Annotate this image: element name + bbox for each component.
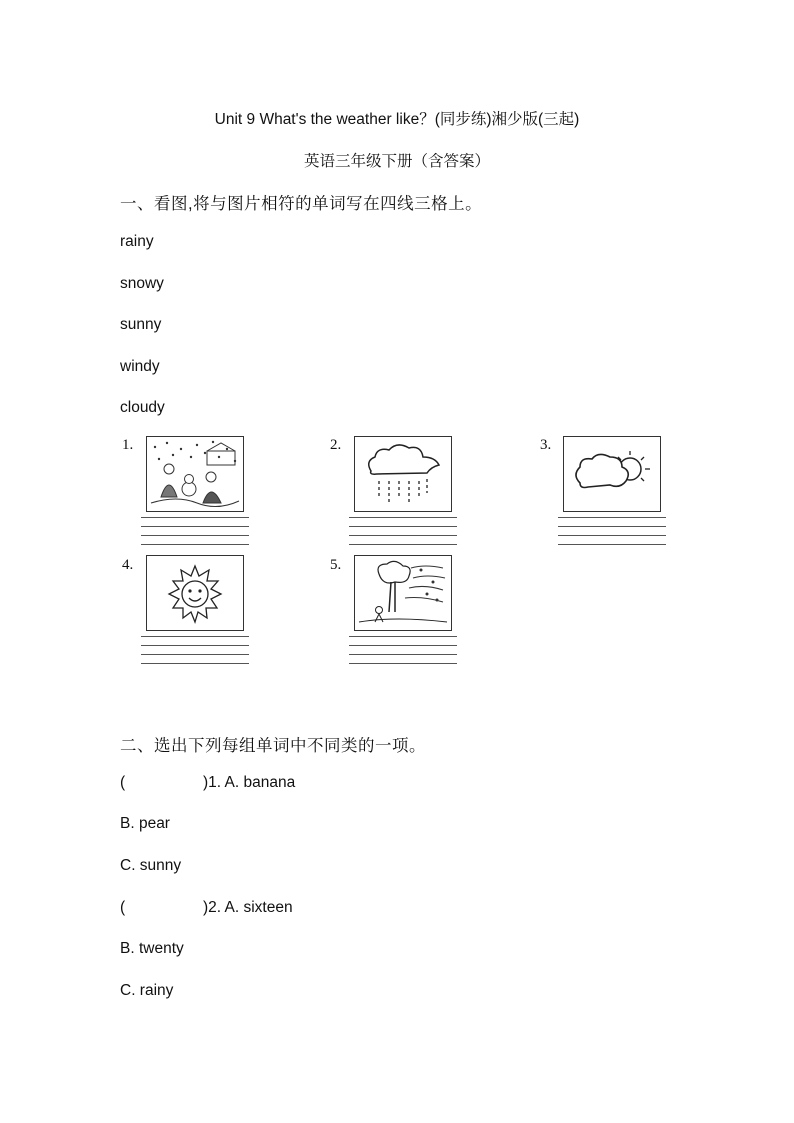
writing-lines[interactable]: [349, 636, 457, 672]
sun-face-icon: [146, 555, 244, 631]
windy-tree-icon: [354, 555, 452, 631]
question-2-option-c: C. rainy: [120, 982, 174, 999]
word-windy: windy: [120, 358, 160, 375]
picture-number: 1.: [122, 437, 134, 453]
picture-number: 5.: [330, 557, 342, 573]
question-2-option-b: B. twenty: [120, 940, 184, 957]
writing-lines[interactable]: [141, 636, 249, 672]
section2-heading: 二、选出下列每组单词中不同类的一项。: [120, 737, 426, 755]
question-1-stem: )1. A. banana: [203, 774, 296, 791]
snow-scene-icon: [146, 436, 244, 512]
word-cloudy: cloudy: [120, 399, 165, 416]
picture-number: 2.: [330, 437, 342, 453]
picture-number: 3.: [540, 437, 552, 453]
page-subtitle: 英语三年级下册（含答案）: [303, 153, 490, 170]
writing-lines[interactable]: [558, 517, 666, 553]
word-rainy: rainy: [120, 233, 154, 250]
question-1-bracket: (: [120, 774, 126, 791]
picture-number: 4.: [122, 557, 134, 573]
rain-cloud-icon: [354, 436, 452, 512]
section1-heading: 一、看图,将与图片相符的单词写在四线三格上。: [120, 195, 483, 213]
question-2-stem: )2. A. sixteen: [203, 899, 293, 916]
question-1-option-c: C. sunny: [120, 857, 182, 874]
word-snowy: snowy: [120, 275, 164, 292]
question-1-option-b: B. pear: [120, 815, 170, 832]
word-sunny: sunny: [120, 316, 162, 333]
writing-lines[interactable]: [349, 517, 457, 553]
writing-lines[interactable]: [141, 517, 249, 553]
cloud-sun-icon: [563, 436, 661, 512]
page-title: Unit 9 What's the weather like？(同步练)湘少版(三起): [214, 111, 580, 128]
question-2-bracket: (: [120, 899, 126, 916]
